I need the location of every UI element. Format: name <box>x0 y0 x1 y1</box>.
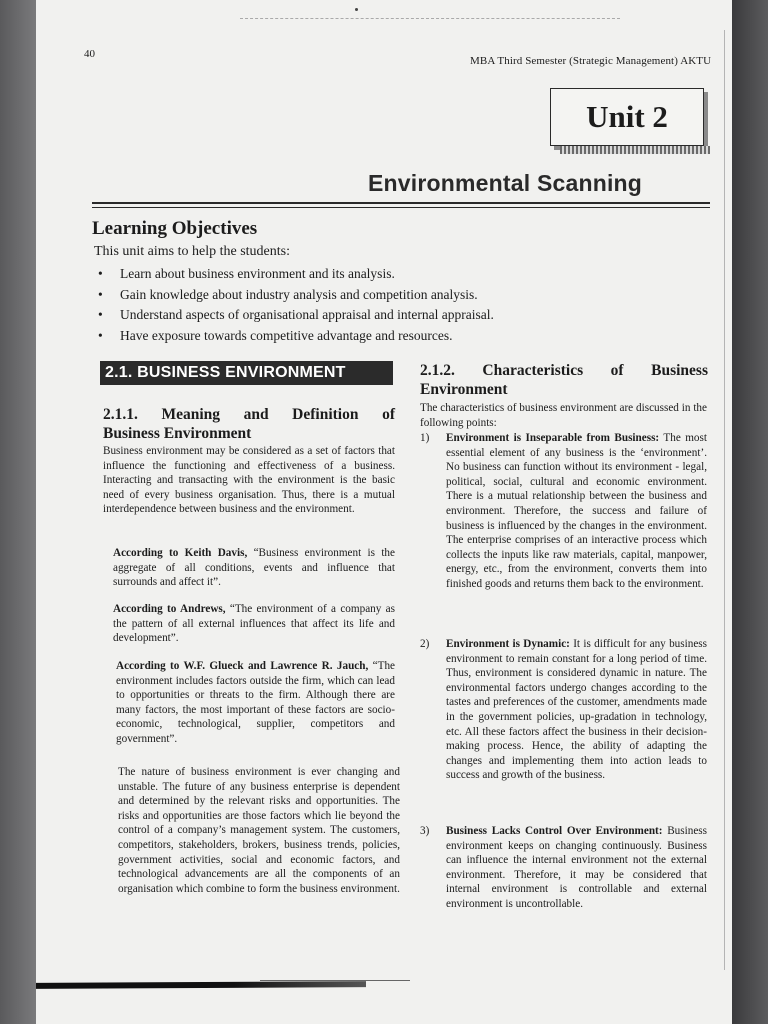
quote-author: According to Keith Davis, <box>113 547 248 559</box>
unit-decor-stripe <box>560 146 710 154</box>
quote-author: According to W.F. Glueck and Lawrence R. Jauch, <box>116 660 369 672</box>
learning-objectives-heading: Learning Objectives <box>92 218 258 239</box>
item-title: Environment is Inseparable from Business: <box>446 432 660 444</box>
scan-right-edge <box>732 0 768 1024</box>
heading-word: and <box>243 406 269 423</box>
subsection-heading-2-1-2 <box>420 361 708 399</box>
item-body: Business environment keeps on changing continuously. Business can influence the internal environment not the external environment. Therefore, it may be considered that internal environment is controllable and external environment is uncontrollable. <box>446 825 707 910</box>
list-item <box>420 431 707 592</box>
heading-word: 2.1.1. <box>103 406 138 423</box>
learning-objectives-intro: This unit aims to help the students: <box>94 244 290 259</box>
heading-word: Characteristics <box>482 362 584 379</box>
list-item <box>420 824 707 912</box>
unit-label: Unit 2 <box>586 99 668 134</box>
quote-text: “Business environment is the aggregate of all conditions, events and influence that surrounds and affect it”. <box>113 547 395 589</box>
list-item: • Gain knowledge about industry analysis and competition analysis. <box>98 285 494 306</box>
list-item: • Learn about business environment and its analysis. <box>98 264 494 285</box>
scan-left-edge <box>0 0 36 1024</box>
quote-text: “The environment includes factors outside the firm, which can lead to opportunities or threats to the firm. Although there are many factors, the most important of these factors are socio-economic, technological, supplier, competitors and government”. <box>116 660 395 745</box>
scan-artifact-line <box>240 18 620 19</box>
title-rule <box>92 202 710 204</box>
title-rule-thin <box>92 207 710 208</box>
heading-line-2: Environment <box>420 381 508 398</box>
heading-word: Definition <box>292 406 359 423</box>
quote-author: According to Andrews, <box>113 603 226 615</box>
list-item: • Have exposure towards competitive advantage and resources. <box>98 326 494 347</box>
heading-word: Business <box>651 362 708 379</box>
heading-line-2: Business Environment <box>103 425 252 442</box>
unit-label-box <box>550 88 704 146</box>
item-title: Environment is Dynamic: <box>446 638 570 650</box>
item-body: It is difficult for any business environment to remain constant for a long period of time. Thus, environment is considered dynamic in nature. The environmental factors undergo changes according to the tastes and preferences of the customer, amendments made in the government policies, up-gradation in technology, etc. All these factors affect the business in their decision-making process. Hence, the ability of adapting the changes and implementing them into action leads to success and growth of the business. <box>446 638 707 782</box>
quote-keith-davis <box>113 546 395 590</box>
page-number: 40 <box>84 48 95 60</box>
quote-glueck-jauch <box>116 659 395 747</box>
section-banner: 2.1. BUSINESS ENVIRONMENT <box>100 361 393 385</box>
item-body: The most essential element of any business is the ‘environment’. No business can function without its environment - legal, political, social, cultural and economic environment. There is a mutual relationship between the business and environment. Therefore, the success and failure of business is influenced by the changes in the environment. The enterprise comprises of an interactive process which collects the inputs like raw materials, capital, manpower, energy, etc., from the environment, converts them into finished goods and returns them back to the environment. <box>446 432 707 590</box>
quote-text: “The environment of a company as the pattern of all external influences that affect its life and development”. <box>113 603 395 645</box>
learning-objectives-list <box>98 264 494 346</box>
list-item: • Understand aspects of organisational appraisal and internal appraisal. <box>98 305 494 326</box>
quote-andrews <box>113 602 395 646</box>
margin-line <box>724 30 725 970</box>
heading-word: of <box>610 362 624 379</box>
heading-word: 2.1.2. <box>420 362 455 379</box>
item-number: 2) <box>420 638 430 650</box>
paragraph-nature: The nature of business environment is ever changing and unstable. The future of any business enterprise is dependent and determined by the relevant risks and opportunities. The risks and opportunities are those factors which lie beyond the control of a company’s management system. The customers, competitors, stakeholders, brokers, business trends, policies, government activities, social and economic factors, and technological advancements are all the components of an organisation which combine to form the business environment. <box>118 766 400 895</box>
item-title: Business Lacks Control Over Environment: <box>446 825 663 837</box>
heading-word: Meaning <box>161 406 221 423</box>
list-item <box>420 637 707 783</box>
characteristics-list <box>420 824 707 912</box>
scan-artifact-dot <box>355 8 358 11</box>
characteristics-list <box>420 431 707 592</box>
item-number: 3) <box>420 825 430 837</box>
characteristics-list <box>420 637 707 783</box>
paragraph-definition: Business environment may be considered as a set of factors that influence the functioning and effectiveness of a business. Interacting and transacting with the environment is the basic need of every business organisation. Thus, there is a mutual interdependence between business and the environment. <box>103 445 395 516</box>
chapter-title: Environmental Scanning <box>368 170 643 196</box>
characteristics-intro: The characteristics of business environment are discussed in the following points: <box>420 402 707 429</box>
heading-word: of <box>382 406 395 423</box>
subsection-heading-2-1-1 <box>103 405 395 443</box>
running-head: MBA Third Semester (Strategic Management) AKTU <box>470 55 712 67</box>
item-number: 1) <box>420 432 430 444</box>
